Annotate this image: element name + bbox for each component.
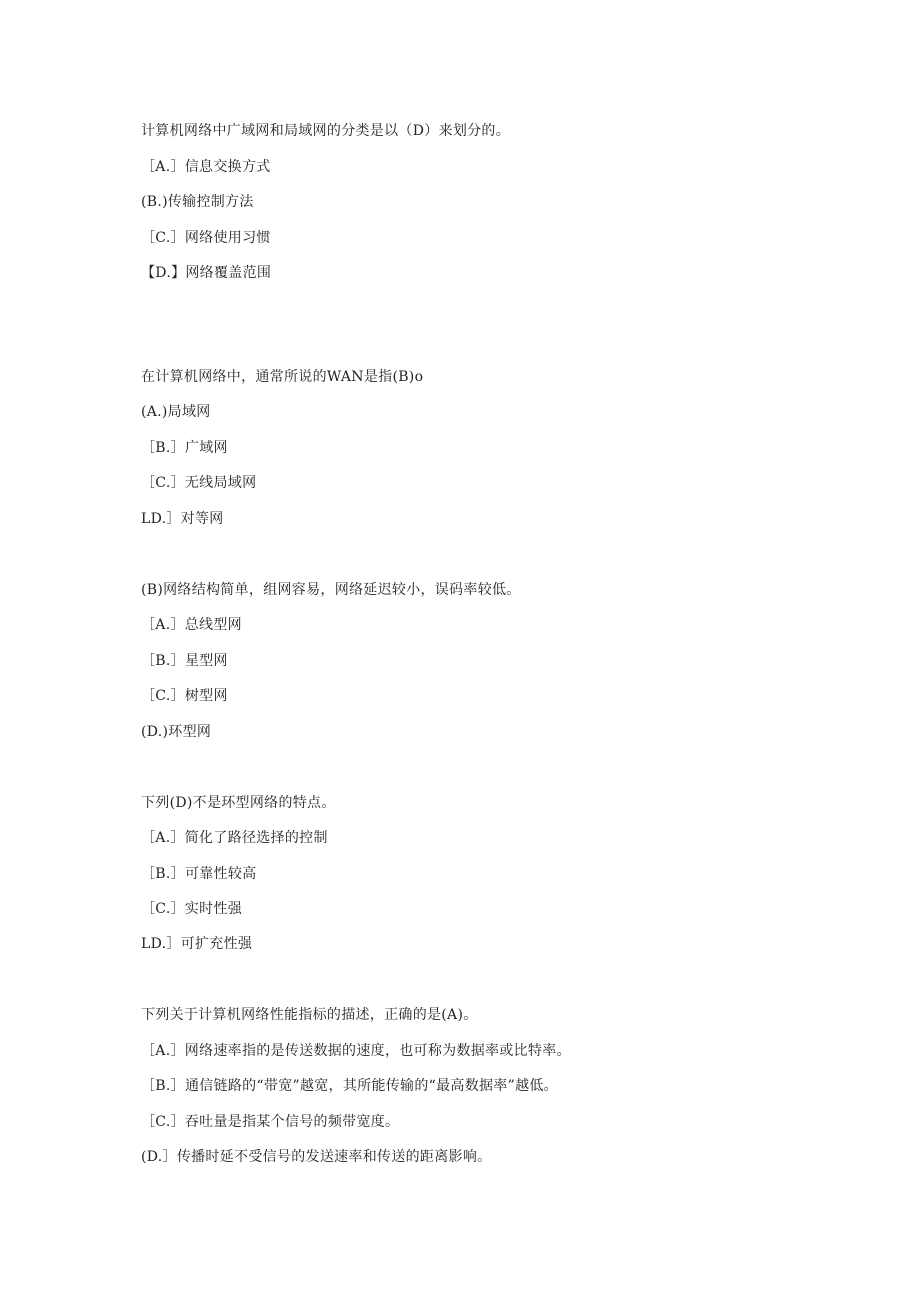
- question-5-stem: 下列关于计算机网络性能指标的描述，正确的是(A)。: [141, 1007, 478, 1023]
- question-3-option-b: ［B.］星型网: [141, 653, 228, 669]
- question-4-option-c: ［C.］实时性强: [141, 901, 243, 917]
- question-1-option-c: ［C.］网络使用习惯: [141, 230, 271, 246]
- question-3-option-d: (D.)环型网: [141, 724, 212, 740]
- question-2-option-c: ［C.］无线局域网: [141, 475, 257, 491]
- question-1-option-b: (B.)传输控制方法: [141, 194, 254, 210]
- question-5-option-a: ［A.］网络速率指的是传送数据的速度，也可称为数据率或比特率。: [141, 1043, 571, 1059]
- question-5-option-d: (D.］传播时延不受信号的发送速率和传送的距离影响。: [141, 1149, 492, 1165]
- question-1-option-d: 【D.】网络覆盖范围: [141, 265, 272, 281]
- question-2-option-a: (A.)局域网: [141, 404, 211, 420]
- question-3-stem: (B)网络结构简单，组网容易，网络延迟较小，误码率较低。: [141, 582, 521, 598]
- question-4-option-a: ［A.］简化了路径选择的控制: [141, 830, 328, 846]
- question-5-option-c: ［C.］吞吐量是指某个信号的频带宽度。: [141, 1114, 400, 1130]
- question-2-option-b: ［B.］广域网: [141, 440, 228, 456]
- question-4-stem: 下列(D)不是环型网络的特点。: [141, 795, 336, 811]
- question-1-option-a: ［A.］信息交换方式: [141, 159, 271, 175]
- question-2-stem: 在计算机网络中，通常所说的WAN是指(B)o: [141, 369, 424, 385]
- question-4-option-b: ［B.］可靠性较高: [141, 866, 257, 882]
- question-3-option-c: ［C.］树型网: [141, 688, 228, 704]
- question-4-option-d: LD.］可扩充性强: [141, 936, 253, 952]
- question-1-stem: 计算机网络中广域网和局域网的分类是以（D）来划分的。: [141, 123, 511, 139]
- question-5-option-b: ［B.］通信链路的“带宽”越宽，其所能传输的“最高数据率”越低。: [141, 1078, 558, 1094]
- question-2-option-d: LD.］对等网: [141, 511, 224, 527]
- question-3-option-a: ［A.］总线型网: [141, 617, 242, 633]
